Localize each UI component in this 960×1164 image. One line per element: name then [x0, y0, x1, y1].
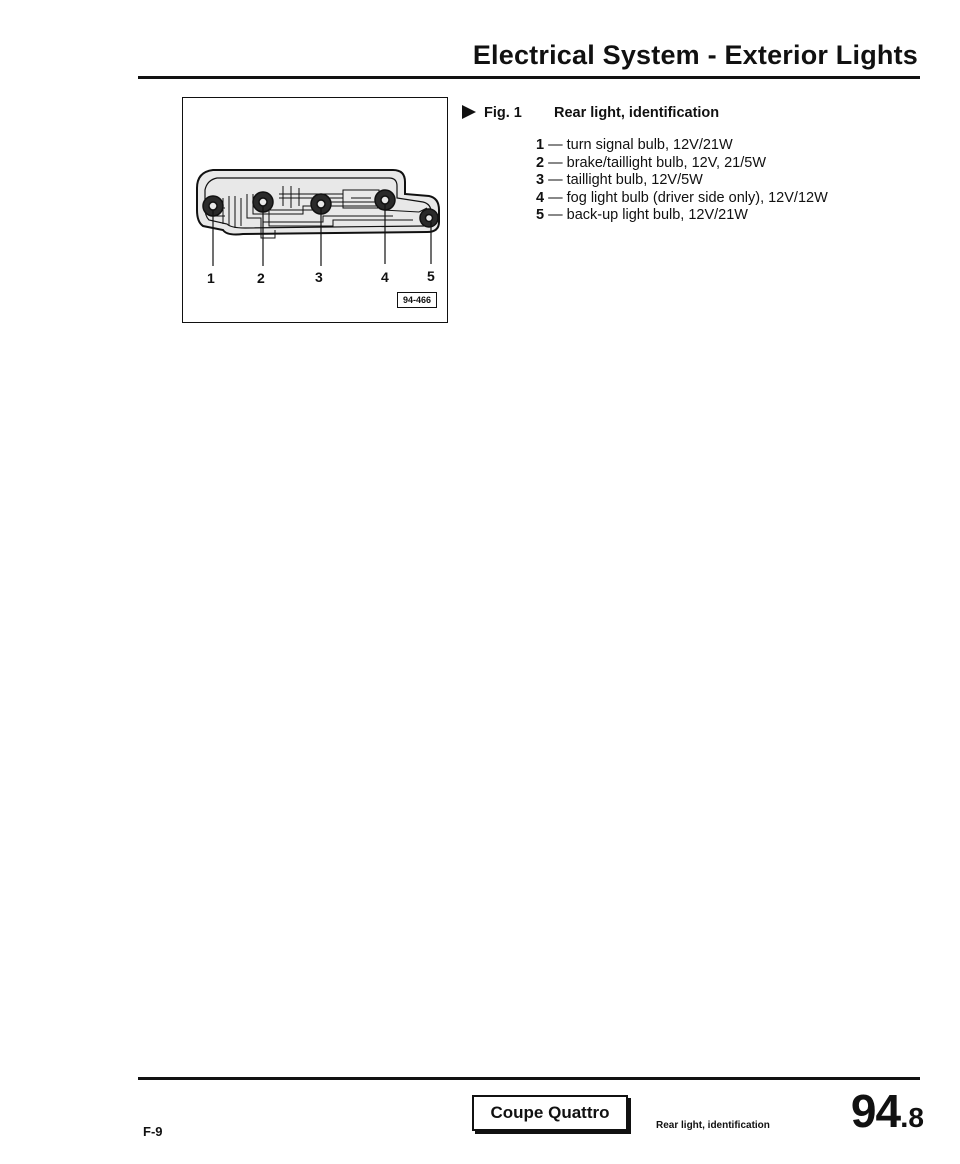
model-badge: Coupe Quattro	[472, 1095, 628, 1131]
legend-number: 5	[536, 207, 545, 223]
footer-code: F-9	[143, 1124, 163, 1139]
callout-4: 4	[381, 269, 389, 285]
callout-1: 1	[207, 270, 215, 286]
legend-text: — brake/taillight bulb, 12V, 21/5W	[544, 154, 767, 171]
legend-item	[536, 155, 828, 173]
pointer-arrow-icon	[462, 105, 476, 119]
footer-rule	[138, 1077, 920, 1080]
legend-number: 3	[536, 172, 545, 188]
legend-item	[536, 207, 828, 225]
legend-text: — back-up light bulb, 12V/21W	[544, 207, 748, 223]
page-number-main: 94	[850, 1085, 901, 1137]
legend-number: 2	[536, 154, 545, 171]
legend-item	[536, 172, 828, 190]
figure-label: Fig. 1	[484, 105, 522, 121]
legend-text: — fog light bulb (driver side only), 12V/12W	[544, 189, 828, 206]
callout-2: 2	[257, 270, 265, 286]
header-title: Electrical System - Exterior Lights	[472, 40, 918, 70]
figure-ref-code: 94-466	[397, 292, 437, 308]
callout-3: 3	[315, 269, 323, 285]
legend-number: 1	[536, 137, 545, 153]
legend-number: 4	[536, 189, 545, 206]
header-rule	[138, 76, 920, 79]
legend-text: — turn signal bulb, 12V/21W	[544, 137, 733, 153]
figure-title: Rear light, identification	[554, 105, 720, 121]
footer-section-label: Rear light, identification	[656, 1120, 770, 1131]
legend-text: — taillight bulb, 12V/5W	[544, 172, 703, 188]
figure-box	[182, 97, 448, 323]
rear-light-illustration	[183, 98, 449, 324]
page-number-sub: 8	[908, 1102, 924, 1133]
callout-5: 5	[427, 268, 435, 284]
bulb-legend	[536, 137, 828, 225]
figure-caption	[462, 105, 719, 121]
legend-item	[536, 137, 828, 155]
page-number	[851, 1084, 924, 1138]
page-number-dot: .	[900, 1101, 909, 1134]
legend-item	[536, 190, 828, 208]
